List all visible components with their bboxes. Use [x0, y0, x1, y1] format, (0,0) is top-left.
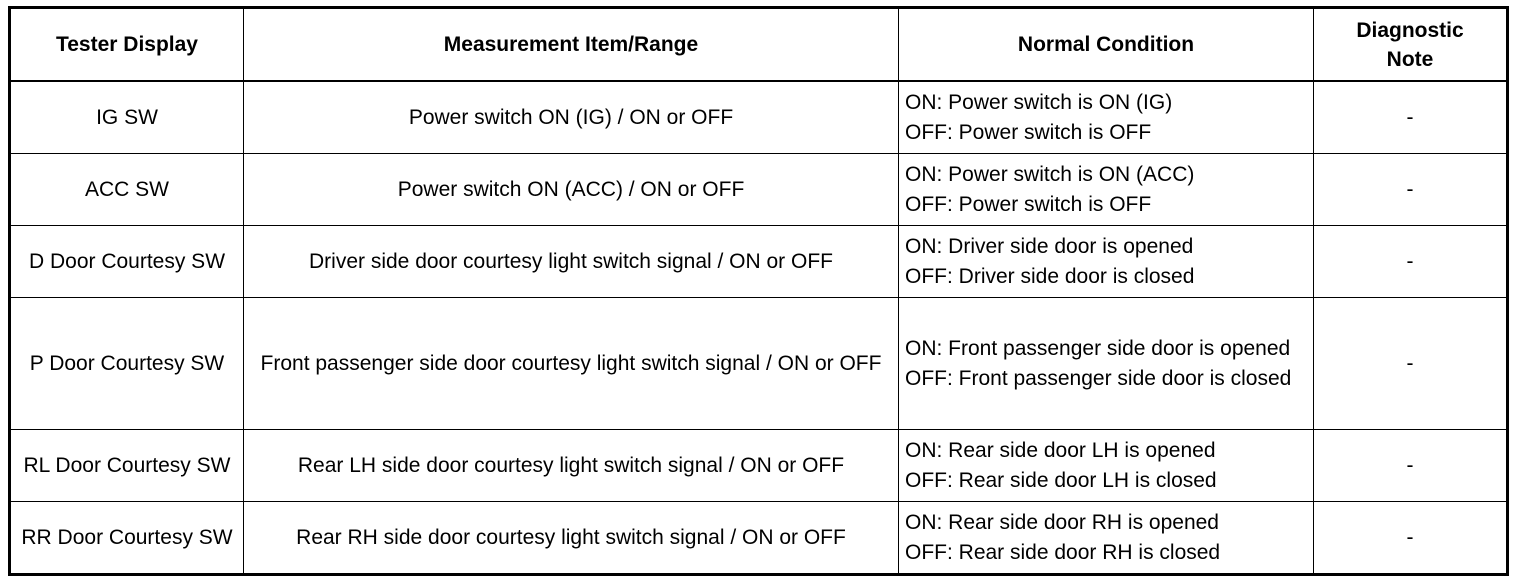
- condition-on-line: ON: Driver side door is opened: [905, 234, 1194, 258]
- table-row: [10, 502, 1508, 575]
- cell-diagnostic-note: -: [1314, 226, 1508, 298]
- cell-normal-condition: [899, 154, 1314, 226]
- condition-on-line: ON: Power switch is ON (ACC): [905, 162, 1195, 186]
- cell-measurement-item: Power switch ON (IG) / ON or OFF: [244, 81, 899, 154]
- header-diagnostic-note: [1314, 8, 1508, 82]
- condition-off-line: OFF: Power switch is OFF: [905, 192, 1152, 216]
- cell-tester-display: IG SW: [10, 81, 244, 154]
- table-row: [10, 226, 1508, 298]
- condition-on-line: ON: Rear side door RH is opened: [905, 510, 1219, 534]
- condition-off-line: OFF: Rear side door RH is closed: [905, 540, 1221, 564]
- cell-tester-display: D Door Courtesy SW: [10, 226, 244, 298]
- condition-on-line: ON: Power switch is ON (IG): [905, 90, 1173, 114]
- cell-measurement-item: Rear RH side door courtesy light switch signal / ON or OFF: [244, 502, 899, 575]
- cell-tester-display: ACC SW: [10, 154, 244, 226]
- cell-tester-display: RR Door Courtesy SW: [10, 502, 244, 575]
- cell-diagnostic-note: -: [1314, 502, 1508, 575]
- cell-diagnostic-note: -: [1314, 430, 1508, 502]
- table-row: [10, 430, 1508, 502]
- cell-measurement-item: Front passenger side door courtesy light switch signal / ON or OFF: [244, 298, 899, 430]
- cell-normal-condition: [899, 226, 1314, 298]
- header-diagnostic-note-line2: Note: [1386, 47, 1434, 71]
- header-tester-display: Tester Display: [10, 8, 244, 82]
- condition-off-line: OFF: Power switch is OFF: [905, 120, 1152, 144]
- cell-measurement-item: Power switch ON (ACC) / ON or OFF: [244, 154, 899, 226]
- header-diagnostic-note-line1: Diagnostic: [1356, 18, 1464, 42]
- condition-off-line: OFF: Front passenger side door is closed: [905, 366, 1292, 390]
- data-list-table: [8, 6, 1509, 576]
- table-header-row: [10, 8, 1508, 82]
- cell-normal-condition: [899, 81, 1314, 154]
- cell-diagnostic-note: -: [1314, 81, 1508, 154]
- cell-tester-display: RL Door Courtesy SW: [10, 430, 244, 502]
- header-measurement-item: Measurement Item/Range: [244, 8, 899, 82]
- cell-measurement-item: Rear LH side door courtesy light switch signal / ON or OFF: [244, 430, 899, 502]
- cell-measurement-item: Driver side door courtesy light switch signal / ON or OFF: [244, 226, 899, 298]
- table-row: [10, 298, 1508, 430]
- cell-diagnostic-note: -: [1314, 154, 1508, 226]
- header-normal-condition: Normal Condition: [899, 8, 1314, 82]
- cell-normal-condition: [899, 298, 1314, 430]
- cell-normal-condition: [899, 502, 1314, 575]
- table-row: [10, 81, 1508, 154]
- table-row: [10, 154, 1508, 226]
- condition-on-line: ON: Rear side door LH is opened: [905, 438, 1216, 462]
- cell-normal-condition: [899, 430, 1314, 502]
- condition-off-line: OFF: Driver side door is closed: [905, 264, 1195, 288]
- condition-off-line: OFF: Rear side door LH is closed: [905, 468, 1217, 492]
- cell-diagnostic-note: -: [1314, 298, 1508, 430]
- condition-on-line: ON: Front passenger side door is opened: [905, 336, 1291, 360]
- cell-tester-display: P Door Courtesy SW: [10, 298, 244, 430]
